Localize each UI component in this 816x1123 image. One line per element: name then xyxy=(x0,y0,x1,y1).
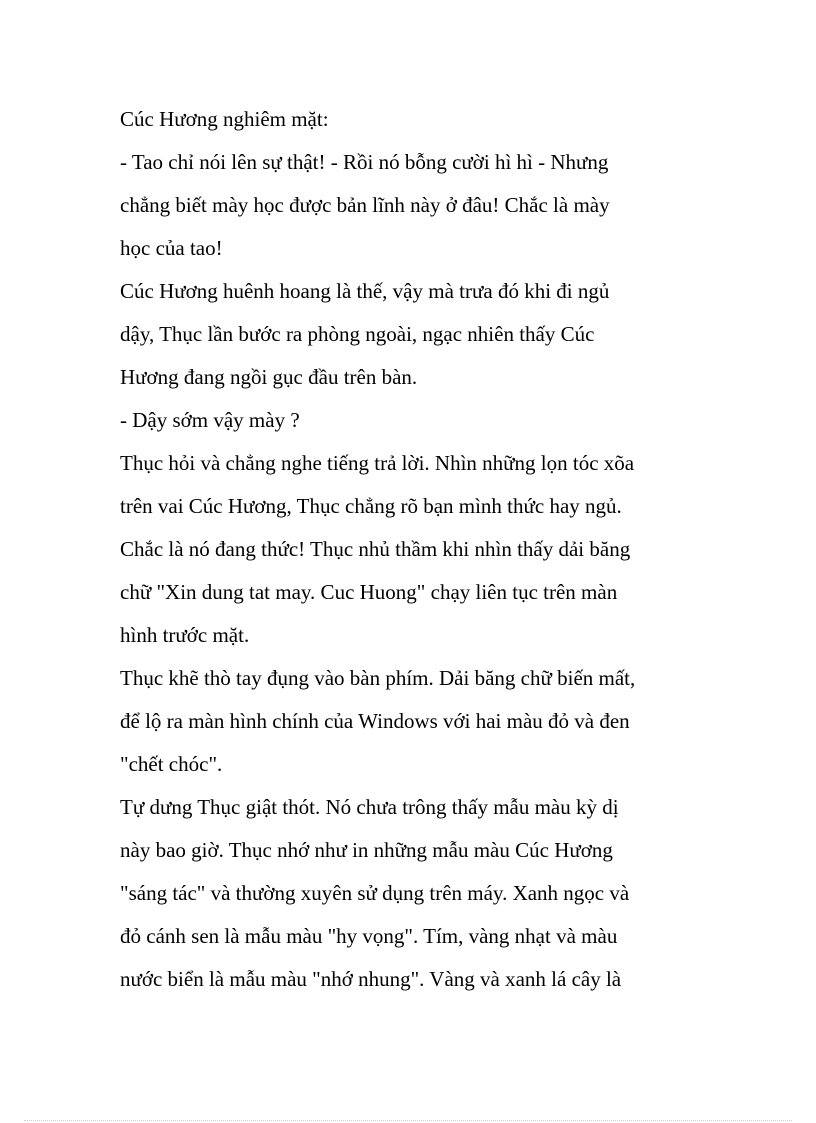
text-line: - Tao chỉ nói lên sự thật! - Rồi nó bỗng cười hì hì - Nhưng xyxy=(120,150,609,174)
text-line: Chắc là nó đang thức! Thục nhủ thầm khi nhìn thấy dải băng xyxy=(120,537,631,561)
text-line: Cúc Hương huênh hoang là thế, vậy mà trưa đó khi đi ngủ xyxy=(120,279,610,303)
text-line: hình trước mặt. xyxy=(120,623,250,647)
text-line: học của tao! xyxy=(120,236,223,260)
text-line: "sáng tác" và thường xuyên sử dụng trên máy. Xanh ngọc và xyxy=(120,881,630,905)
text-line: này bao giờ. Thục nhớ như in những mẫu màu Cúc Hương xyxy=(120,838,613,862)
text-line: chữ "Xin dung tat may. Cuc Huong" chạy liên tục trên màn xyxy=(120,580,618,604)
text-line: Cúc Hương nghiêm mặt: xyxy=(120,107,329,131)
text-line: "chết chóc". xyxy=(120,752,223,776)
text-line: dậy, Thục lần bước ra phòng ngoài, ngạc nhiên thấy Cúc xyxy=(120,322,595,346)
text-line: - Dậy sớm vậy mày ? xyxy=(120,408,300,432)
text-line: để lộ ra màn hình chính của Windows với hai màu đỏ và đen xyxy=(120,709,630,733)
text-line: trên vai Cúc Hương, Thục chẳng rõ bạn mình thức hay ngủ. xyxy=(120,494,622,518)
text-line: Thục khẽ thò tay đụng vào bàn phím. Dải băng chữ biến mất, xyxy=(120,666,636,690)
text-line: nước biển là mẫu màu "nhớ nhung". Vàng và xanh lá cây là xyxy=(120,967,622,991)
document-text xyxy=(120,98,710,1001)
page-divider xyxy=(24,1120,792,1121)
text-line: Tự dưng Thục giật thót. Nó chưa trông thấy mẫu màu kỳ dị xyxy=(120,795,619,819)
text-line: Hương đang ngồi gục đầu trên bàn. xyxy=(120,365,418,389)
text-line: đỏ cánh sen là mẫu màu "hy vọng". Tím, vàng nhạt và màu xyxy=(120,924,618,948)
text-line: chẳng biết mày học được bản lĩnh này ở đâu! Chắc là mày xyxy=(120,193,610,217)
text-line: Thục hỏi và chẳng nghe tiếng trả lời. Nhìn những lọn tóc xõa xyxy=(120,451,635,475)
